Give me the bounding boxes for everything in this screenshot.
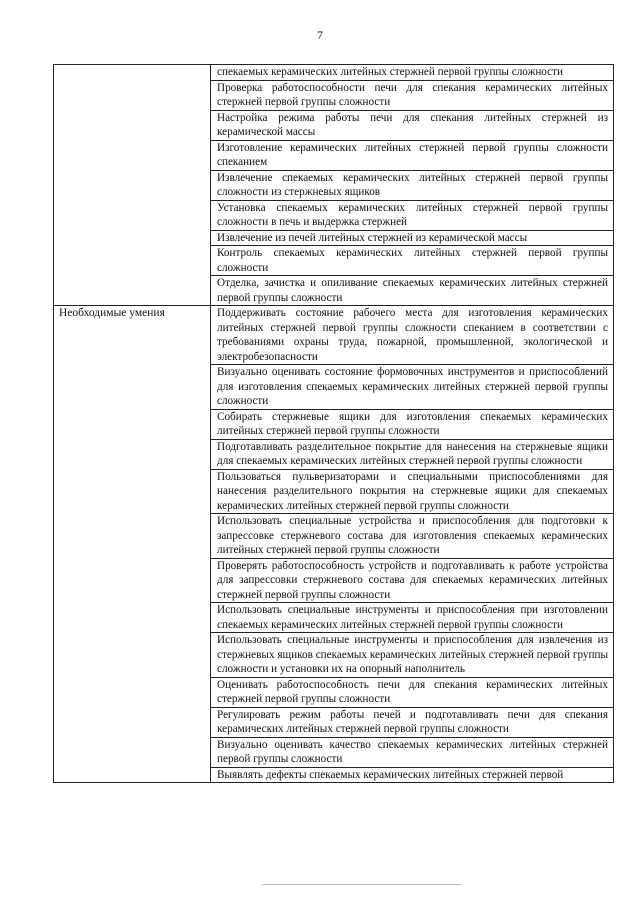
list-item: Настройка режима работы печи для спекания литейных стержней из керамической массы xyxy=(211,111,613,141)
footer-divider xyxy=(262,884,462,885)
table-row xyxy=(54,306,614,783)
list-item: Поддерживать состояние рабочего места для изготовления керамических литейных стержней первой группы сложности спеканием в соответствии с требованиями охраны труда, пожарной, промышленной, экологической и электробезопасности xyxy=(211,306,613,365)
list-item: Проверять работоспособность устройств и подготавливать к работе устройства для запрессовки стержневого состава для спекаемых керамических литейных стержней первой группы сложности xyxy=(211,559,613,604)
list-item: Выявлять дефекты спекаемых керамических литейных стержней первой xyxy=(217,768,564,781)
list-item: Извлечение из печей литейных стержней из керамической массы xyxy=(211,231,613,247)
list-item: Использовать специальные инструменты и приспособления для извлечения из стержневых ящиков спекаемых керамических литейных стержней первой группы сложности и установки их на опорный наполнитель xyxy=(211,633,613,678)
competency-table xyxy=(53,64,614,783)
list-item: Изготовление керамических литейных стержней первой группы сложности спеканием xyxy=(211,141,613,171)
list-item: Контроль спекаемых керамических литейных стержней первой группы сложности xyxy=(211,246,613,276)
row-label: Необходимые умения xyxy=(54,306,211,783)
row-items xyxy=(211,65,614,306)
list-item: Отделка, зачистка и опиливание спекаемых керамических литейных стержней первой группы сложности xyxy=(217,277,608,304)
list-item: Подготавливать разделительное покрытие для нанесения на стержневые ящики для спекаемых керамических литейных стержней первой группы сложности xyxy=(211,440,613,470)
list-item: Проверка работоспособности печи для спекания керамических литейных стержней первой группы сложности xyxy=(211,81,613,111)
list-item: Регулировать режим работы печей и подготавливать печи для спекания керамических литейных стержней первой группы сложности xyxy=(211,708,613,738)
list-item: Установка спекаемых керамических литейных стержней первой группы сложности в печь и выдержка стержней xyxy=(211,201,613,231)
list-item: Использовать специальные инструменты и приспособления при изготовлении спекаемых керамических литейных стержней первой группы сложности xyxy=(211,603,613,633)
list-item: Визуально оценивать качество спекаемых керамических литейных стержней первой группы сложности xyxy=(211,738,613,768)
list-item: Использовать специальные устройства и приспособления для подготовки к запрессовке стержневого состава для изготовления спекаемых керамических литейных стержней первой группы сложности xyxy=(211,514,613,559)
list-item: Извлечение спекаемых керамических литейных стержней первой группы сложности из стержневых ящиков xyxy=(211,171,613,201)
list-item: Пользоваться пульверизаторами и специальными приспособлениями для нанесения разделительного покрытия на стержневые ящики для спекаемых керамических литейных стержней первой группы сложности xyxy=(211,470,613,515)
list-item: Визуально оценивать состояние формовочных инструментов и приспособлений для изготовления спекаемых керамических литейных стержней первой группы сложности xyxy=(211,365,613,410)
row-items xyxy=(211,306,614,783)
page-number: 7 xyxy=(317,28,323,42)
list-item: Собирать стержневые ящики для изготовления спекаемых керамических литейных стержней первой группы сложности xyxy=(211,410,613,440)
list-item: спекаемых керамических литейных стержней первой группы сложности xyxy=(211,65,613,81)
list-item: Оценивать работоспособность печи для спекания керамических литейных стержней первой группы сложности xyxy=(211,678,613,708)
table-row xyxy=(54,65,614,306)
row-label xyxy=(54,65,211,306)
